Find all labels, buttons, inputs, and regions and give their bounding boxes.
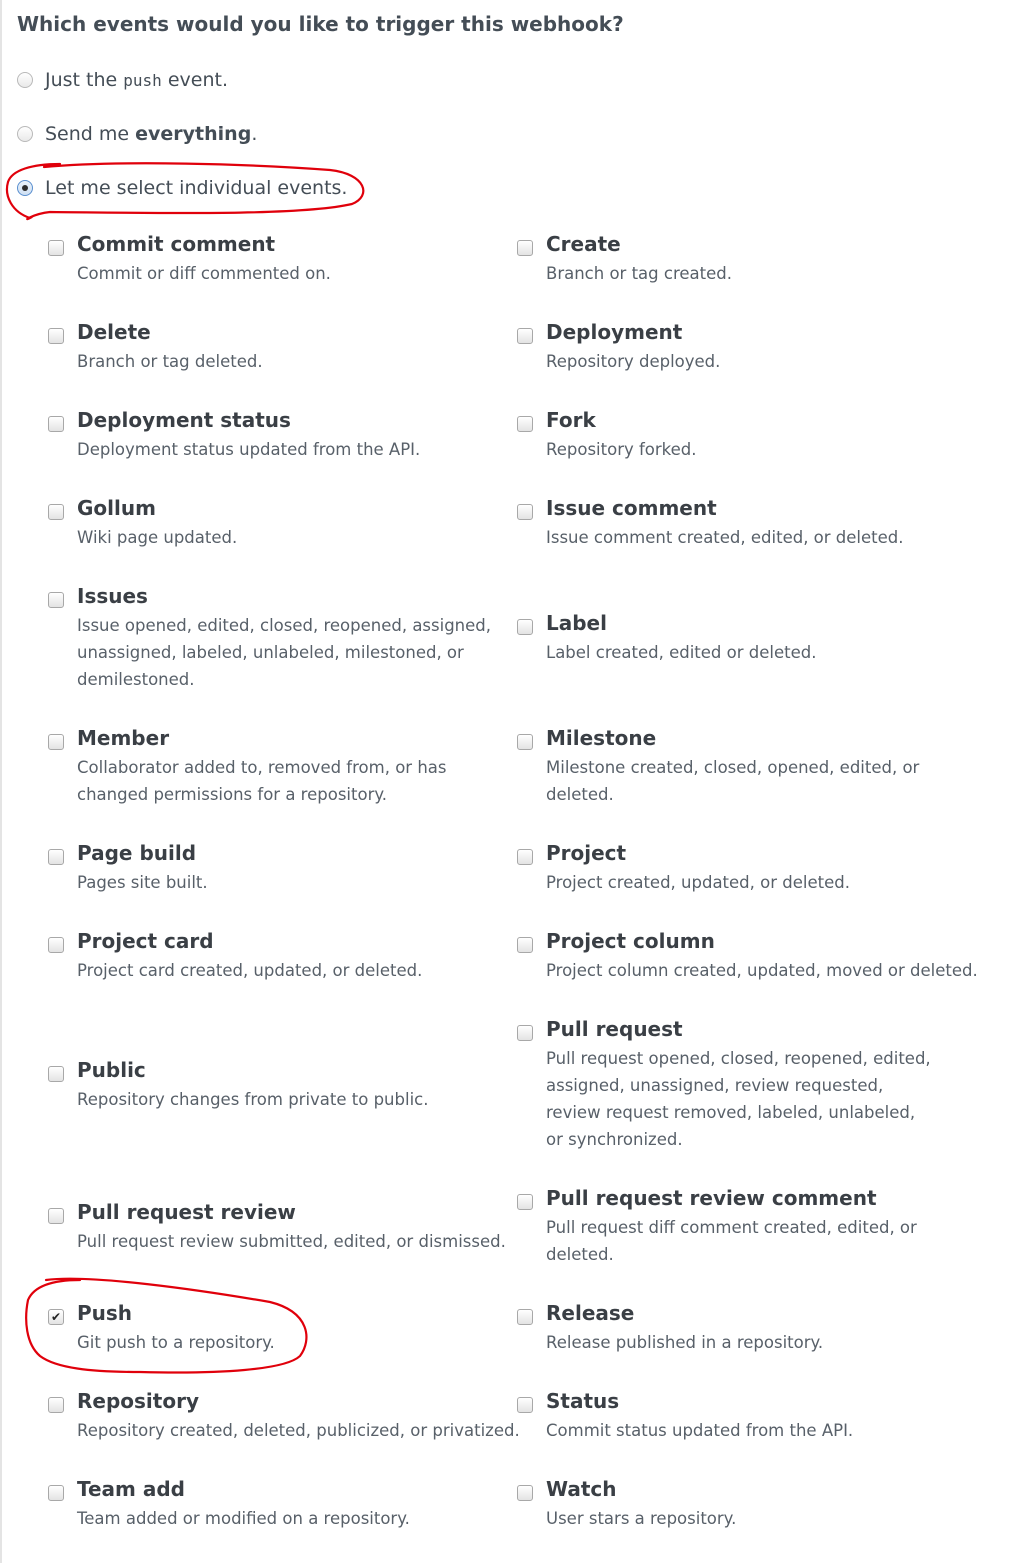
event-description: Release published in a repository.	[546, 1333, 824, 1352]
event-description: Team added or modified on a repository.	[77, 1509, 410, 1528]
event-title: Milestone	[546, 726, 657, 750]
radio-label: Just the push event.	[45, 69, 228, 91]
event-description: Commit or diff commented on.	[77, 264, 331, 283]
event-title: Watch	[546, 1477, 617, 1501]
event-description: Pull request diff comment created, edited, or deleted.	[546, 1218, 917, 1264]
event-description: Git push to a repository.	[77, 1333, 275, 1352]
event-title: Pull request review	[77, 1200, 296, 1224]
event-description: Pull request opened, closed, reopened, edited, assigned, unassigned, review requested, review request removed, labeled, unlabeled, or synchronized.	[546, 1049, 931, 1149]
event-description: Repository created, deleted, publicized, or privatized.	[77, 1421, 520, 1440]
event-description: Branch or tag deleted.	[77, 352, 263, 371]
event-title: Page build	[77, 841, 197, 865]
event-description: Branch or tag created.	[546, 264, 732, 283]
event-title: Deployment status	[77, 408, 291, 432]
event-description: Project column created, updated, moved or deleted.	[546, 961, 978, 980]
radio-label: Let me select individual events.	[45, 177, 348, 199]
event-title: Pull request review comment	[546, 1186, 877, 1210]
event-title: Project	[546, 841, 627, 865]
event-description: Project card created, updated, or deleted.	[77, 961, 423, 980]
event-title: Project card	[77, 929, 214, 953]
checkbox-checked[interactable]: ✔	[48, 1309, 64, 1325]
event-title: Label	[546, 611, 607, 635]
checkbox[interactable]	[517, 1025, 533, 1041]
radio-button-selected[interactable]	[17, 180, 33, 196]
event-title: Release	[546, 1301, 635, 1325]
event-description: Issue opened, edited, closed, reopened, assigned, unassigned, labeled, unlabeled, milestoned, or demilestoned.	[77, 616, 492, 689]
checkbox[interactable]	[517, 416, 533, 432]
event-description: Pages site built.	[77, 873, 208, 892]
checkbox[interactable]	[517, 1485, 533, 1501]
radio-select-individual[interactable]	[17, 173, 347, 203]
radio-button[interactable]	[17, 126, 33, 142]
radio-label: Send me everything.	[45, 123, 258, 145]
event-description: Deployment status updated from the API.	[77, 440, 421, 459]
checkbox[interactable]	[48, 328, 64, 344]
checkbox[interactable]	[517, 240, 533, 256]
checkbox[interactable]	[517, 504, 533, 520]
event-description: Wiki page updated.	[77, 528, 238, 547]
checkbox[interactable]	[48, 416, 64, 432]
event-description: Label created, edited or deleted.	[546, 643, 817, 662]
checkbox[interactable]	[48, 504, 64, 520]
checkbox[interactable]	[517, 328, 533, 344]
event-description: Collaborator added to, removed from, or has changed permissions for a repository.	[77, 758, 447, 804]
checkbox[interactable]	[48, 937, 64, 953]
checkbox[interactable]	[48, 734, 64, 750]
event-title: Status	[546, 1389, 620, 1413]
event-description: User stars a repository.	[546, 1509, 737, 1528]
event-title: Issue comment	[546, 496, 717, 520]
radio-button[interactable]	[17, 72, 33, 88]
event-description: Issue comment created, edited, or deleted.	[546, 528, 904, 547]
events-question: Which events would you like to trigger this webhook?	[17, 12, 624, 36]
event-title: Fork	[546, 408, 596, 432]
event-description: Repository changes from private to public.	[77, 1090, 429, 1109]
checkbox[interactable]	[517, 734, 533, 750]
event-description: Pull request review submitted, edited, or dismissed.	[77, 1232, 506, 1251]
checkbox[interactable]	[517, 937, 533, 953]
event-title: Push	[77, 1301, 133, 1325]
checkbox[interactable]	[517, 1194, 533, 1210]
event-title: Gollum	[77, 496, 156, 520]
radio-push-only[interactable]	[17, 65, 228, 95]
checkbox[interactable]	[48, 849, 64, 865]
event-title: Project column	[546, 929, 715, 953]
event-title: Team add	[77, 1477, 185, 1501]
event-title: Member	[77, 726, 170, 750]
event-description: Milestone created, closed, opened, edited, or deleted.	[546, 758, 920, 804]
event-description: Project created, updated, or deleted.	[546, 873, 850, 892]
checkbox[interactable]	[48, 1208, 64, 1224]
checkbox[interactable]	[48, 592, 64, 608]
checkbox[interactable]	[48, 1485, 64, 1501]
event-title: Commit comment	[77, 232, 276, 256]
event-title: Deployment	[546, 320, 683, 344]
checkbox[interactable]	[517, 1309, 533, 1325]
event-title: Repository	[77, 1389, 199, 1413]
event-description: Repository forked.	[546, 440, 697, 459]
annotation-circle-push	[26, 1279, 306, 1373]
checkbox[interactable]	[517, 619, 533, 635]
checkbox[interactable]	[48, 1066, 64, 1082]
checkbox[interactable]	[48, 1397, 64, 1413]
event-title: Issues	[77, 584, 148, 608]
event-title: Create	[546, 232, 621, 256]
event-description: Commit status updated from the API.	[546, 1421, 854, 1440]
checkbox[interactable]	[517, 1397, 533, 1413]
radio-send-everything[interactable]	[17, 119, 257, 149]
checkbox[interactable]	[517, 849, 533, 865]
event-description: Repository deployed.	[546, 352, 721, 371]
event-title: Public	[77, 1058, 146, 1082]
event-title: Pull request	[546, 1017, 683, 1041]
left-border	[0, 0, 2, 1563]
checkbox[interactable]	[48, 240, 64, 256]
event-title: Delete	[77, 320, 151, 344]
radio-dot-icon	[22, 185, 28, 191]
